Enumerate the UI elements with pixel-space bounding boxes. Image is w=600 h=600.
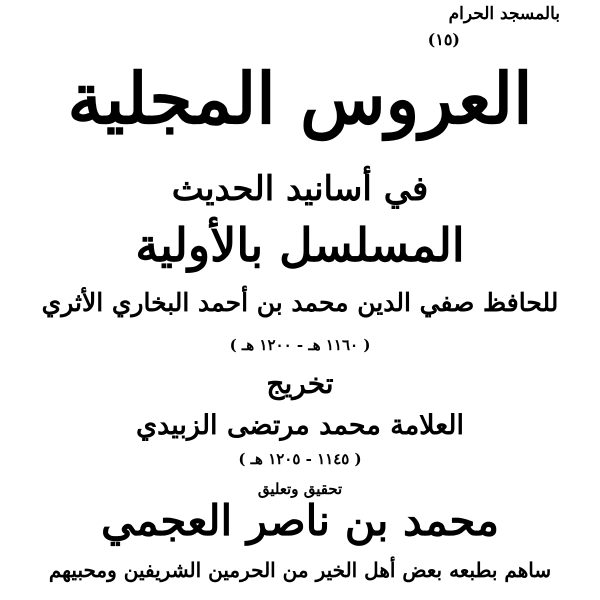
takhrij-label: تخريج	[266, 367, 334, 400]
author-dates: ( ١١٦٠ هـ - ١٢٠٠ هـ )	[229, 336, 371, 354]
takhrij-dates: ( ١١٤٥ - ١٢٠٥ هـ )	[238, 450, 362, 468]
book-title: العروس المجلية	[67, 57, 533, 140]
book-subtitle-line-1: في أسانيد الحديث	[171, 169, 429, 209]
sponsors-note: ساهم بطبعه بعض أهل الخير من الحرمين الشريفين ومحبيهم	[48, 558, 552, 582]
editor-name: محمد بن ناصر العجمي	[101, 496, 499, 545]
tahqiq-label: تحقيق وتعليق	[257, 480, 343, 498]
series-number: (١٥)	[427, 30, 460, 49]
takhrij-name: العلامة محمد مرتضى الزبيدي	[135, 410, 465, 441]
series-name: بالمسجد الحرام	[448, 4, 560, 24]
author-name: للحافظ صفي الدين محمد بن أحمد البخاري الأثري	[41, 288, 559, 317]
book-subtitle-line-2: المسلسل بالأولية	[135, 218, 465, 272]
